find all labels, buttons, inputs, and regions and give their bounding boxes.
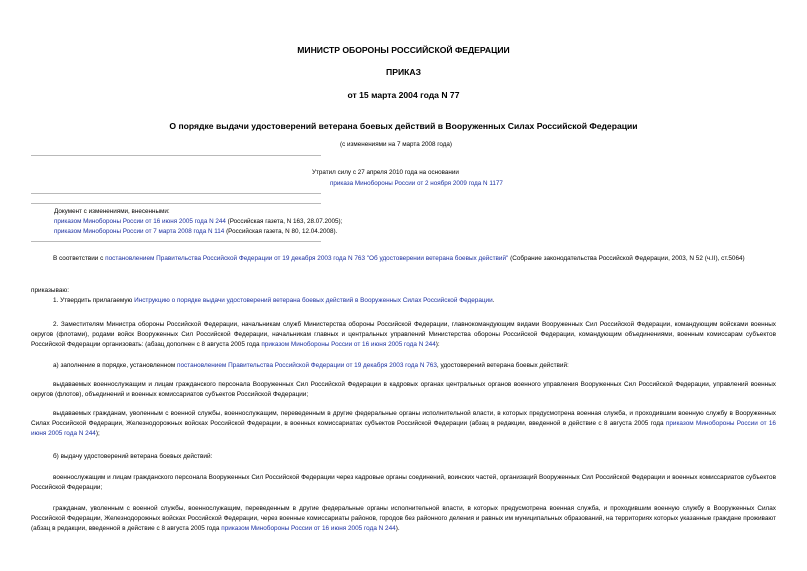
divider	[31, 241, 321, 242]
lost-force-block	[330, 179, 503, 189]
ministry-heading: МИНИСТР ОБОРОНЫ РОССИЙСКОЙ ФЕДЕРАЦИИ	[297, 45, 510, 55]
divider	[31, 203, 321, 204]
paragraph-b2-end: ).	[395, 524, 400, 532]
document-title: О порядке выдачи удостоверений ветерана боевых действий в Вооруженных Силах Российской Федерации	[169, 121, 638, 131]
divider	[31, 193, 321, 194]
paragraph-1	[31, 296, 776, 306]
paragraph-a2-link[interactable]: приказом Минобороны России от 16 июня 2005 года N 244	[31, 419, 776, 437]
preamble-link[interactable]: постановлением Правительства Российской Федерации от 19 декабря 2003 года N 763 "Об удостоверении ветерана боевых действий"	[105, 255, 509, 262]
paragraph-a2	[31, 409, 776, 439]
paragraph-a2-end: );	[95, 429, 100, 437]
changes-item-2-text: (Российская газета, N 80, 12.04.2008).	[224, 227, 338, 235]
paragraph-b1: военнослужащим и лицам гражданского персонала Вооруженных Сил Российской Федерации через кадровые органы соединений, воинских частей, организаций Вооруженных Сил Российской Федерации и военных комиссариатов субъектов Российской Федерации;	[31, 474, 776, 491]
paragraph-1-end: .	[492, 297, 495, 304]
changes-intro: Документ с изменениями, внесенными:	[54, 208, 170, 215]
changes-item-2-link[interactable]: приказом Минобороны России от 7 марта 2008 года N 114	[54, 227, 225, 235]
changes-item-1-link[interactable]: приказом Минобороны России от 16 июня 2005 года N 244	[54, 217, 226, 225]
paragraph-2-link[interactable]: приказом Минобороны России от 16 июня 2005 года N 244	[261, 340, 436, 348]
preamble-text: В соответствии с	[53, 255, 106, 262]
paragraph-a-text: а) заполнение в порядке, установленном	[53, 362, 178, 369]
paragraph-b2	[31, 504, 776, 534]
changes-item-1-text: (Российская газета, N 163, 28.07.2005);	[225, 217, 343, 225]
amendments-note: (с изменениями на 7 марта 2008 года)	[340, 141, 453, 148]
paragraph-2-text: 2. Заместителям Министра обороны Российской Федерации, начальникам служб Министерства обороны Российской Федерации, главнокомандующим видами Вооруженных Сил Российской Федерации, командующим войсками военных округов (флотами), родами войск Вооруженных Сил Российской Федерации, начальникам главных и центральных управлений Министерства обороны Российской Федерации, командующим объединениями, военным комиссарам субъектов Российской Федерации организовать: (абзац дополнен с 8 августа 2005 года	[31, 321, 776, 348]
paragraph-2-end: ):	[435, 340, 440, 348]
paragraph-b: б) выдачу удостоверений ветерана боевых действий:	[53, 453, 213, 460]
doc-type-heading: ПРИКАЗ	[386, 67, 421, 77]
orders-word: приказываю:	[31, 287, 69, 294]
changes-item-1	[54, 217, 514, 227]
paragraph-b2-text: гражданам, уволенным с военной службы, военнослужащим, переведенным в другие федеральные органы исполнительной власти, в которых предусмотрена военная служба, и проходившим военную службу в Вооруженных Силах Российской Федерации, Железнодорожных войсках Российской Федерации, через военные комиссариаты районов, городов без районного деления и равных им муниципальных образований, на территориях которых указанные граждане проживают (абзац в редакции, введенной в действие с 8 августа 2005 года	[31, 505, 776, 532]
preamble-text-end: (Собрание законодательства Российской Федерации, 2003, N 52 (ч.II), ст.5064)	[508, 255, 745, 262]
changes-block	[54, 207, 514, 237]
paragraph-b2-link[interactable]: приказом Минобороны России от 16 июня 2005 года N 244	[221, 524, 396, 532]
date-number-heading: от 15 марта 2004 года N 77	[347, 90, 460, 100]
paragraph-1-text: 1. Утвердить прилагаемую	[53, 297, 135, 304]
changes-item-2	[54, 227, 514, 237]
lost-force-link[interactable]: приказа Минобороны России от 2 ноября 2009 года N 1177	[330, 180, 503, 187]
paragraph-a2-text: выдаваемых гражданам, уволенным с военной службы, военнослужащим, переведенным в другие федеральные органы исполнительной власти, в которых предусмотрена военная служба, и проходившим военную службу в Вооруженных Силах Российской Федерации, Железнодорожных войсках Российской Федерации, в военных комиссариатах субъектов Российской Федерации (абзац в редакции, введенной в действие с 8 августа 2005 года	[31, 410, 776, 427]
paragraph-a-link[interactable]: постановлением Правительства Российской Федерации от 19 декабря 2003 года N 763	[177, 362, 437, 369]
preamble-paragraph	[31, 254, 776, 264]
divider	[31, 155, 321, 156]
paragraph-a1: выдаваемых военнослужащим и лицам гражданского персонала Вооруженных Сил Российской Федерации в кадровых органах центральных органов военного управления Вооруженных Сил Российской Федерации, управлений военных округов (флотов), объединений и военных комиссариатов субъектов Российской Федерации;	[31, 381, 776, 398]
lost-force-text: Утратил силу с 27 апреля 2010 года на основании	[312, 169, 459, 176]
paragraph-a-end: , удостоверений ветерана боевых действий:	[436, 362, 569, 369]
instruction-link[interactable]: Инструкцию о порядке выдачи удостоверений ветерана боевых действий в Вооруженных Силах Российской Федерации	[134, 297, 493, 304]
paragraph-a	[31, 361, 776, 371]
paragraph-2	[31, 320, 776, 350]
